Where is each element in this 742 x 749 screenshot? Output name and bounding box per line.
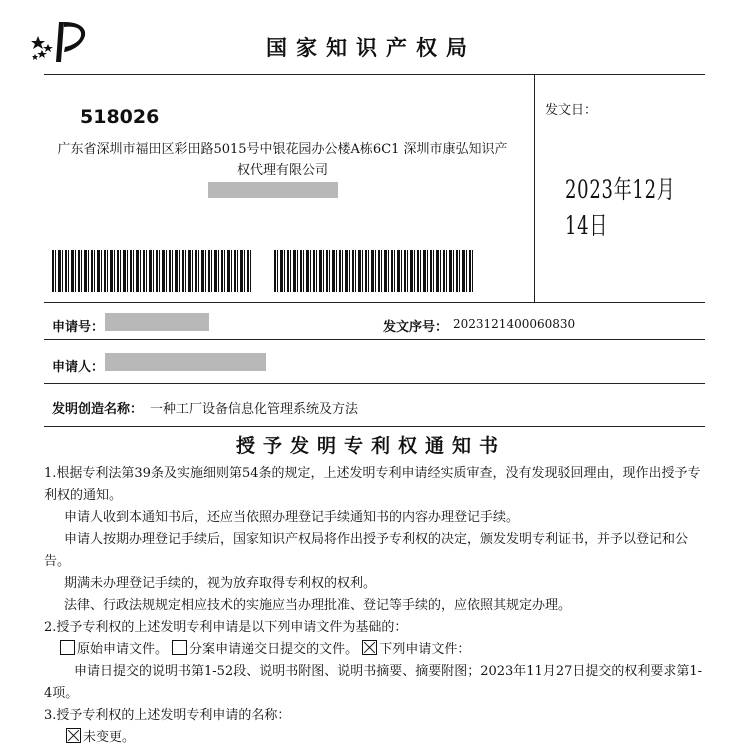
issue-date-label: 发文日： [545,103,598,118]
notice-paragraph-1a: 申请人收到本通知书后，还应当依照办理登记手续通知书的内容办理登记手续。 [64,510,520,525]
notice-paragraph-1c: 期满未办理登记手续的，视为放弃取得专利权的权利。 [64,576,377,591]
applicant-label: 申请人： [52,360,105,375]
option-original: 原始申请文件。 [77,642,169,657]
checkbox-original-icon [60,640,75,655]
office-name: 国家知识产权局 [266,35,476,60]
notice-paragraph-2a: 申请日提交的说明书第1-52段、说明书附图、说明书摘要、摘要附图；2023年11月27日提交的权利要求第1-4项。 [44,664,703,701]
notice-paragraph-1b: 申请人按期办理登记手续后，国家知识产权局将作出授予专利权的决定，颁发发明专利证书，并予以登记和公告。 [44,532,689,569]
redacted-applicant [105,353,266,371]
notice-paragraph-1d: 法律、行政法规规定相应技术的实施应当办理批准、登记等手续的，应依照其规定办理。 [64,598,572,613]
notice-paragraph-2: 2.授予专利权的上述发明专利申请是以下列申请文件为基础的： [44,620,408,635]
option-following: 下列申请文件： [379,642,471,657]
option-divisional: 分案申请递交日提交的文件。 [189,642,359,657]
postcode: 518026 [80,106,160,128]
checkbox-divisional-icon [172,640,187,655]
basis-options [44,639,710,661]
field-divider-1 [44,339,705,340]
issue-date-stamp: 2023年12月14日 [565,175,676,240]
notice-paragraph-1: 1.根据专利法第39条及实施细则第54条的规定，上述发明专利申请经实质审查，没有发现驳回理由，现作出授予专利权的通知。 [44,466,701,503]
notice-title: 授予发明专利权通知书 [235,435,506,457]
barcode-right [274,250,475,292]
recipient-address: 广东省深圳市福田区彩田路5015号中银花园办公楼A栋6C1 深圳市康弘知识产权代理有限公司 [57,142,508,178]
notice-body [44,463,710,749]
name-options [44,727,710,749]
application-no-label: 申请号： [52,320,105,335]
column-divider [534,74,535,302]
serial-label: 发文序号： [383,320,449,335]
field-divider-2 [44,383,705,384]
invention-title: 一种工厂设备信息化管理系统及方法 [150,402,359,417]
section-divider [44,302,705,303]
notice-paragraph-3: 3.授予专利权的上述发明专利申请的名称： [44,708,291,723]
option-unchanged: 未变更。 [83,730,136,745]
serial-value: 2023121400060830 [453,317,576,331]
redacted-recipient [208,182,338,198]
barcode-left [52,250,252,292]
invention-label: 发明创造名称： [52,402,144,417]
field-divider-3 [44,426,705,427]
checkbox-unchanged-icon [66,728,81,743]
top-border [44,74,705,75]
checkbox-checked-icon [362,640,377,655]
redacted-application-no [105,313,209,331]
